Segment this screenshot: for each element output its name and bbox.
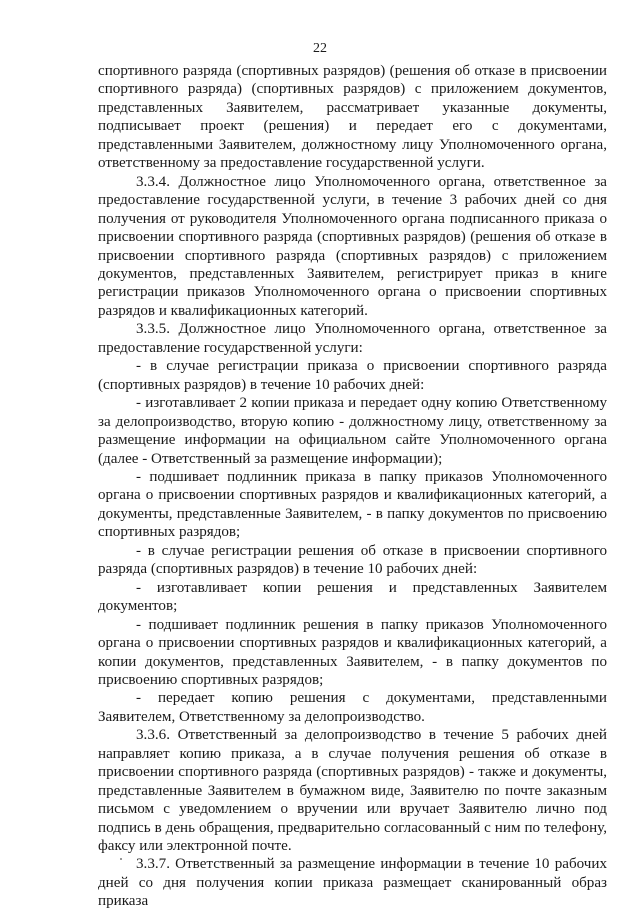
list-item-refusal-registration: - в случае регистрации решения об отказе в присвоении спортивного разряда (спортивных разрядов) в течение 10 рабочих дней: bbox=[98, 542, 607, 578]
list-item-make-order-copies: - изготавливает 2 копии приказа и передает одну копию Ответственному за делопроизводство, вторую копию - должностному лицу, ответственному за размещение информации на официальном сайте Уполномоченного органа (далее - Ответственный за размещение информации); bbox=[98, 395, 607, 467]
page-number: 22 bbox=[313, 41, 327, 56]
list-item-make-decision-copies: - изготавливает копии решения и представленных Заявителем документов; bbox=[98, 579, 607, 615]
document-body bbox=[98, 62, 607, 911]
list-item-order-registration: - в случае регистрации приказа о присвоении спортивного разряда (спортивных разрядов) в течение 10 рабочих дней: bbox=[98, 358, 607, 393]
paragraph-3-3-5: 3.3.5. Должностное лицо Уполномоченного органа, ответственное за предоставление государственной услуги: bbox=[98, 321, 607, 356]
paragraph-3-3-6: 3.3.6. Ответственный за делопроизводство в течение 5 рабочих дней направляет копию приказа, а в случае получения решения об отказе в присвоении спортивного разряда (спортивных разрядов) - также и документы, представленные Заявителем в бумажном виде, Заявителю по почте заказным письмом с уведомлением о вручении или вручает Заявителю лично под подпись в день обращения, предварительно согласованный с ним по телефону, факсу или электронной почте. bbox=[98, 727, 607, 855]
list-item-file-decision-original: - подшивает подлинник решения в папку приказов Уполномоченного органа о присвоении спортивных разрядов и квалификационных категорий, а копии документов, представленных Заявителем, - в папку документов по присвоению спортивных разрядов; bbox=[98, 616, 607, 688]
paragraph-3-3-4: 3.3.4. Должностное лицо Уполномоченного органа, ответственное за предоставление государственной услуги, в течение 3 рабочих дней со дня получения от руководителя Уполномоченного органа подписанного приказа о присвоении спортивного разряда (спортивных разрядов) (решения об отказе в присвоении спортивного разряда (спортивных разрядов) с приложением документов, представленных Заявителем, регистрирует приказ в книге регистрации приказов Уполномоченного органа о присвоении спортивных разрядов и квалификационных категорий. bbox=[98, 173, 607, 319]
paragraph-3-3-7: 3.3.7. Ответственный за размещение информации в течение 10 рабочих дней со дня получения копии приказа размещает сканированный образ приказа bbox=[98, 856, 607, 910]
list-item-transfer-decision-copy: - передает копию решения с документами, представленными Заявителем, Ответственному за делопроизводство. bbox=[98, 690, 607, 725]
paragraph-1: спортивного разряда (спортивных разрядов) (решения об отказе в присвоении спортивного разряда) (спортивных разрядов) с приложением документов, представленных Заявителем, рассматривает указанные документы, подписывает проект (решения) и передает его с документами, представленными Заявителем, должностному лицу Уполномоченного органа, ответственному за предоставление государственной услуги. bbox=[98, 63, 607, 172]
list-item-file-order-original: - подшивает подлинник приказа в папку приказов Уполномоченного органа о присвоении спортивных разрядов и квалификационных категорий, а документы, представленные Заявителем, - в папку документов по присвоению спортивных разрядов; bbox=[98, 468, 607, 541]
scan-speck bbox=[120, 858, 122, 860]
